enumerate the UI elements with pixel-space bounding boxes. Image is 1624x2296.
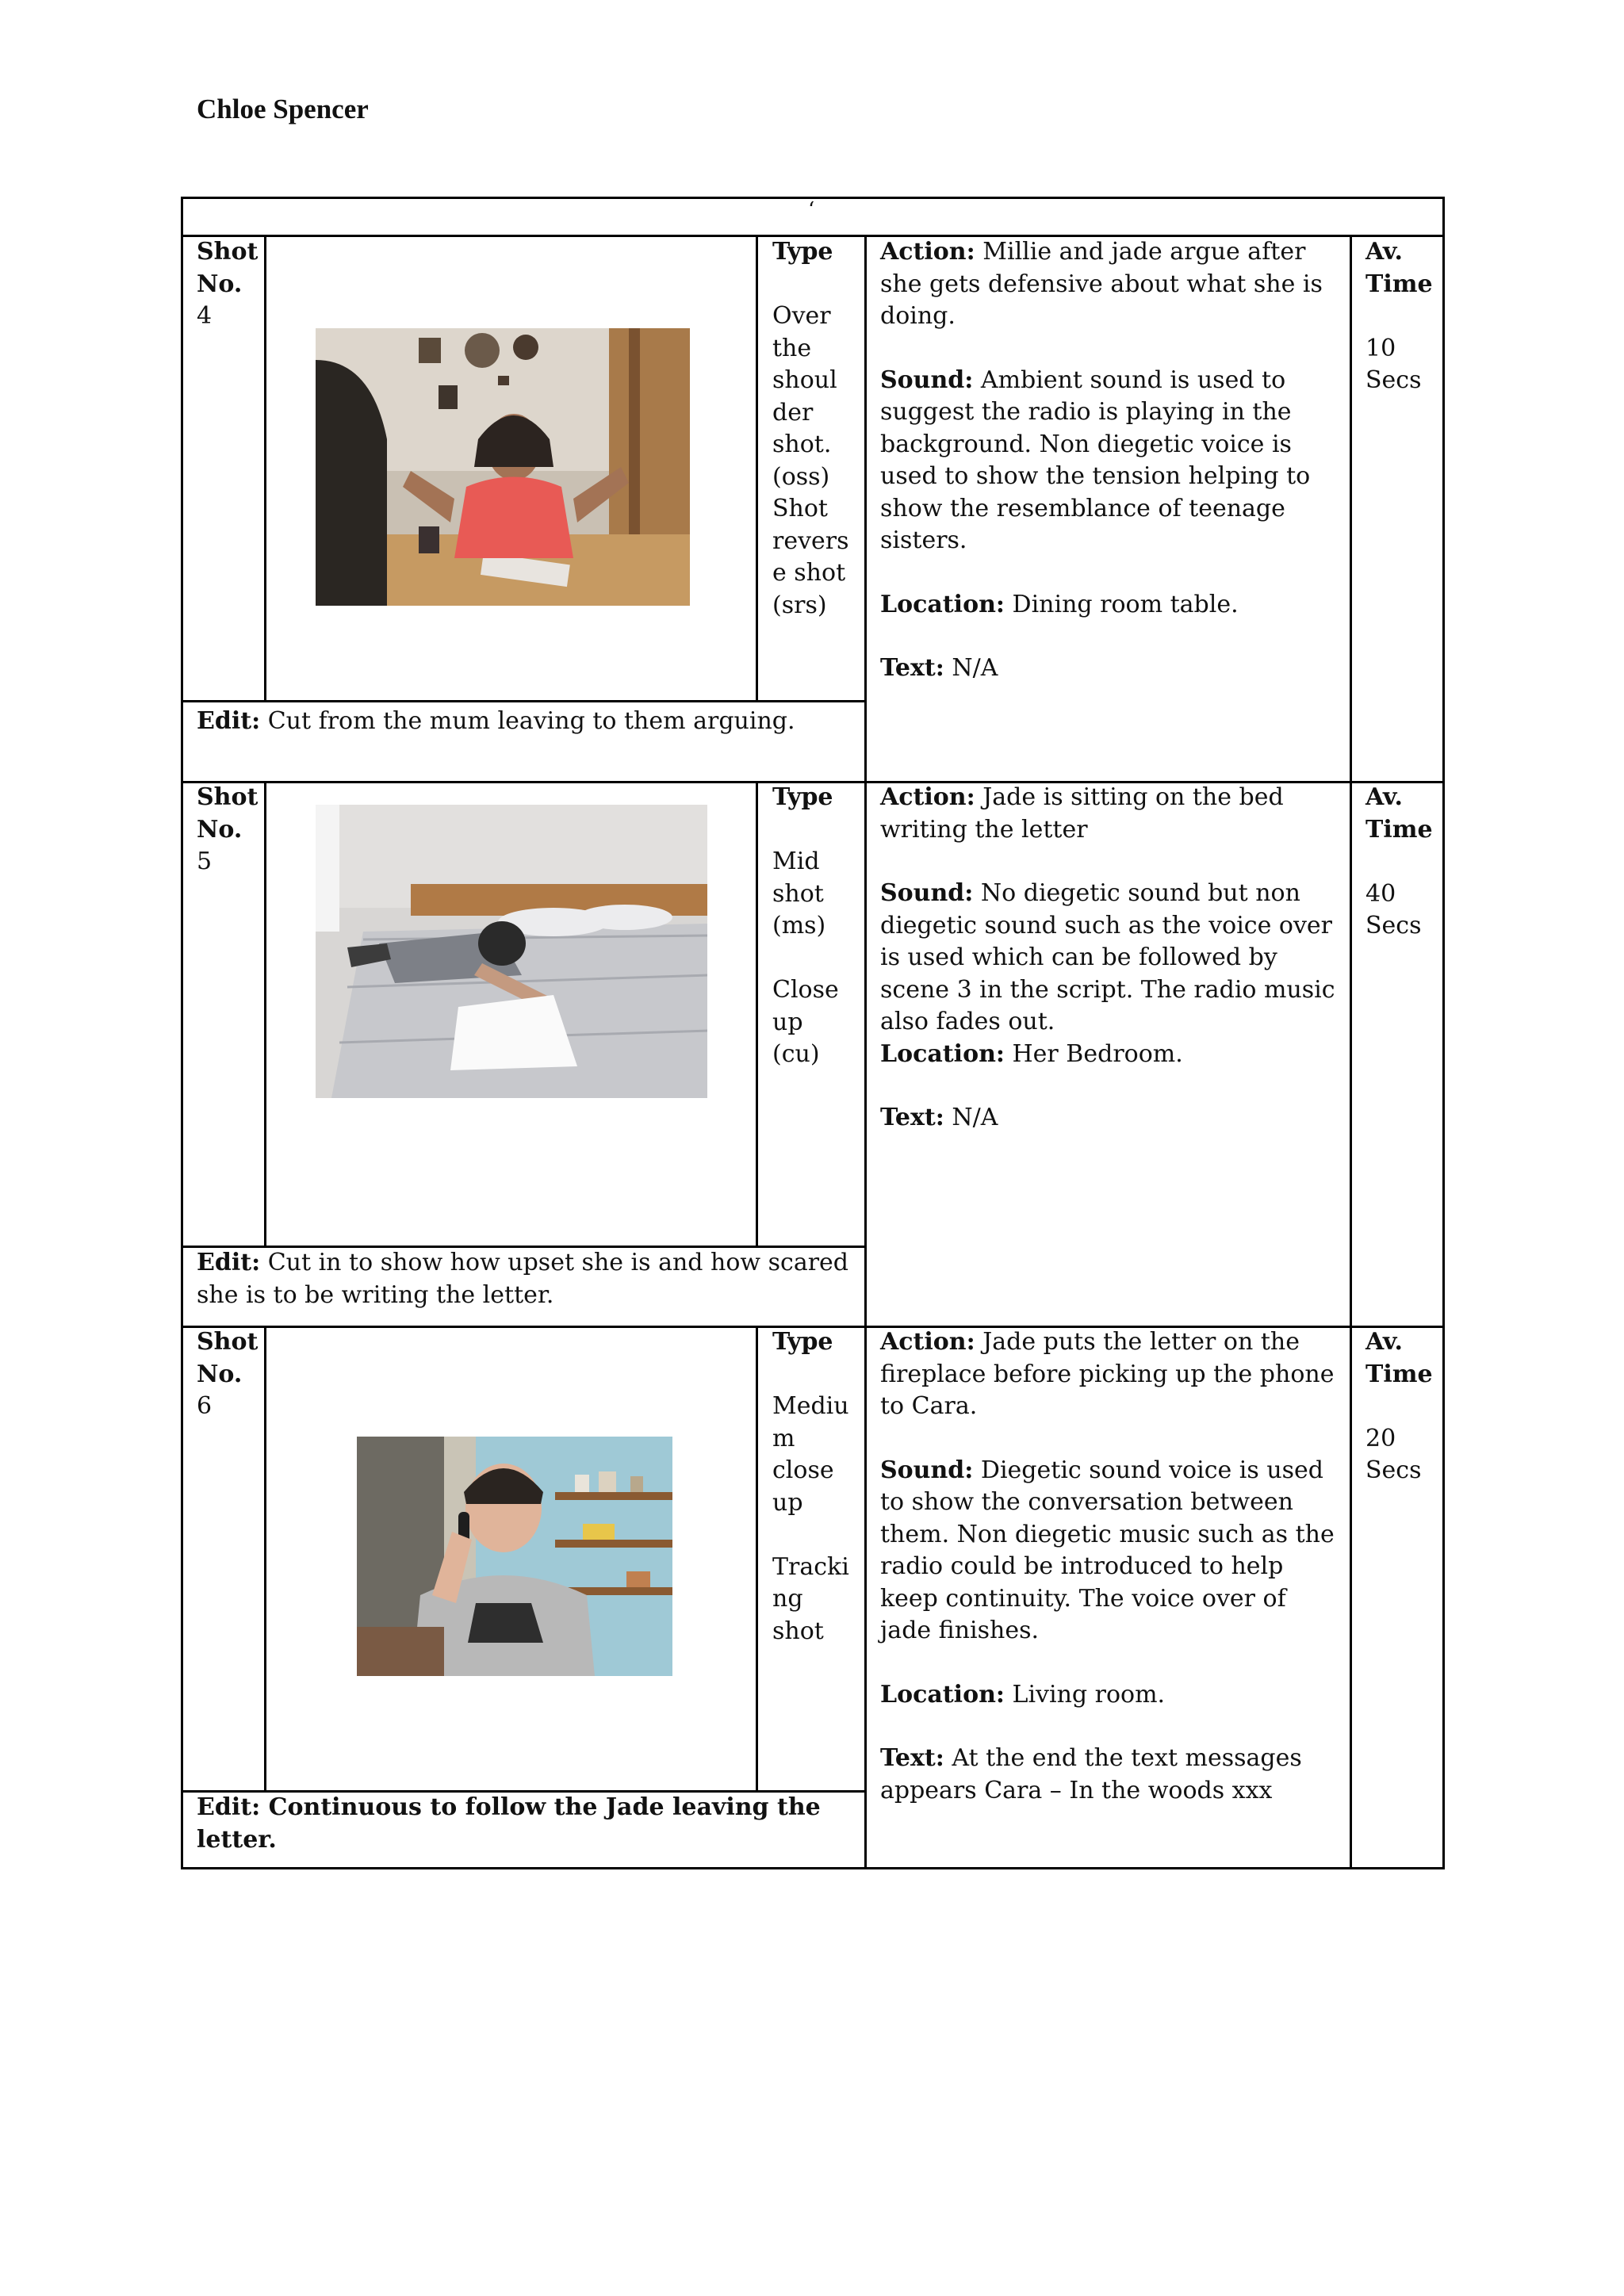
text-label: Text: — [880, 654, 944, 682]
location-text: Living room. — [1012, 1680, 1166, 1709]
text-label: Text: — [880, 1744, 944, 1772]
shot-number: 4 — [197, 302, 213, 330]
action-line — [880, 1326, 1340, 1423]
shot-number-cell-4 — [197, 236, 258, 333]
no-label: No. — [197, 270, 243, 298]
shot-duration: 40 Secs — [1365, 879, 1422, 939]
onscreen-text: At the end the text messages appears Cara – In the woods xxx — [880, 1744, 1302, 1804]
location-label: Location: — [880, 1039, 1005, 1068]
shot-type: Over the shoul der shot. (oss) Shot revers e shot (srs) — [772, 302, 849, 619]
location-line — [880, 589, 1340, 622]
edit-cell-5 — [197, 1247, 855, 1311]
table-border-left — [181, 197, 183, 1869]
action-column-divider — [864, 235, 867, 1869]
type-divider-4 — [756, 235, 758, 700]
av-label: Av. — [1365, 238, 1403, 266]
text-line — [880, 652, 1340, 685]
av-label: Av. — [1365, 783, 1403, 811]
action-label: Action: — [880, 783, 975, 811]
type-label: Type — [772, 1328, 833, 1356]
time-label: Time — [1365, 1360, 1433, 1388]
sound-label: Sound: — [880, 1456, 974, 1484]
sound-line — [880, 365, 1340, 557]
girl-writing-on-bed-photo — [316, 805, 707, 1098]
description-cell-4 — [880, 236, 1340, 685]
action-label: Action: — [880, 238, 975, 266]
text-line — [880, 1102, 1340, 1135]
action-text: Jade puts the letter on the fireplace before picking up the phone to Cara. — [880, 1328, 1335, 1420]
time-label: Time — [1365, 270, 1433, 298]
text-line — [880, 1743, 1340, 1807]
action-text: Millie and jade argue after she gets defensive about what she is doing. — [880, 238, 1323, 330]
shot-label: Shot — [197, 238, 259, 266]
author-name: Chloe Spencer — [197, 94, 369, 124]
time-cell-6 — [1365, 1326, 1433, 1487]
location-line — [880, 1039, 1340, 1071]
av-label: Av. — [1365, 1328, 1403, 1356]
no-label: No. — [197, 1360, 243, 1388]
storyboard-table — [181, 197, 1445, 1869]
image-left-divider-5 — [264, 781, 266, 1246]
type-divider-6 — [756, 1326, 758, 1790]
sound-text: No diegetic sound but non diegetic sound such as the voice over is used which can be followed by scene 3 in the script. The radio music also fades out. — [880, 879, 1335, 1035]
woman-arguing-at-dining-table-photo — [316, 328, 690, 606]
sound-line — [880, 1455, 1340, 1647]
sound-text: Diegetic sound voice is used to show the conversation between them. Non diegetic music such as the radio could be introduced to help keep continuity. The voice over of jade finishes. — [880, 1456, 1335, 1644]
shot-number-cell-6 — [197, 1326, 258, 1423]
type-label: Type — [772, 238, 833, 266]
edit-label: Edit: — [197, 1249, 261, 1276]
onscreen-text: N/A — [952, 654, 998, 682]
table-border-bottom — [181, 1867, 1445, 1869]
action-label: Action: — [880, 1328, 975, 1356]
time-label: Time — [1365, 815, 1433, 844]
type-divider-5 — [756, 781, 758, 1246]
edit-cell-4 — [197, 706, 855, 738]
action-line — [880, 236, 1340, 333]
time-column-divider — [1350, 235, 1352, 1869]
type-label: Type — [772, 783, 833, 811]
sound-line — [880, 878, 1340, 1039]
edit-label: Edit: — [197, 1793, 261, 1821]
shot-type-cell-5 — [772, 782, 839, 1071]
shot-label: Shot — [197, 783, 259, 811]
location-label: Location: — [880, 1680, 1005, 1709]
teen-on-phone-in-living-room-photo — [357, 1437, 672, 1676]
edit-divider-4 — [181, 700, 864, 702]
edit-label: Edit: — [197, 707, 261, 735]
edit-text: Cut from the mum leaving to them arguing. — [267, 707, 795, 735]
onscreen-text: N/A — [952, 1104, 998, 1131]
shot-type: Mediu m close up Tracki ng shot — [772, 1392, 849, 1645]
edit-cell-6 — [197, 1792, 855, 1856]
time-cell-5 — [1365, 782, 1433, 943]
sound-label: Sound: — [880, 879, 974, 907]
shot-number: 6 — [197, 1392, 213, 1420]
shot-type-cell-6 — [772, 1326, 849, 1647]
edit-text: Continuous to follow the Jade leaving the letter. — [197, 1793, 821, 1854]
shot-type-cell-4 — [772, 236, 849, 622]
text-label: Text: — [880, 1104, 944, 1131]
shot-number: 5 — [197, 848, 213, 875]
table-border-right — [1442, 197, 1445, 1869]
description-cell-6 — [880, 1326, 1340, 1807]
header-mark: ‘ — [808, 198, 815, 222]
shot-type: Mid shot (ms) Close up (cu) — [772, 848, 839, 1068]
location-text: Her Bedroom. — [1012, 1039, 1183, 1068]
edit-text: Cut in to show how upset she is and how scared she is to be writing the letter. — [197, 1249, 849, 1309]
location-line — [880, 1679, 1340, 1712]
no-label: No. — [197, 815, 243, 844]
action-line — [880, 782, 1340, 846]
sound-label: Sound: — [880, 365, 974, 394]
shot-duration: 20 Secs — [1365, 1424, 1422, 1484]
location-text: Dining room table. — [1012, 590, 1239, 618]
sound-text: Ambient sound is used to suggest the radio is playing in the background. Non diegetic voice is used to show the tension helping to show the resemblance of teenage sisters. — [880, 365, 1311, 554]
shot-label: Shot — [197, 1328, 259, 1356]
time-cell-4 — [1365, 236, 1433, 397]
shot-duration: 10 Secs — [1365, 334, 1422, 394]
image-left-divider-6 — [264, 1326, 266, 1790]
action-text: Jade is sitting on the bed writing the letter — [880, 783, 1284, 844]
image-left-divider-4 — [264, 235, 266, 700]
shot-number-cell-5 — [197, 782, 258, 878]
description-cell-5 — [880, 782, 1340, 1135]
location-label: Location: — [880, 590, 1005, 618]
